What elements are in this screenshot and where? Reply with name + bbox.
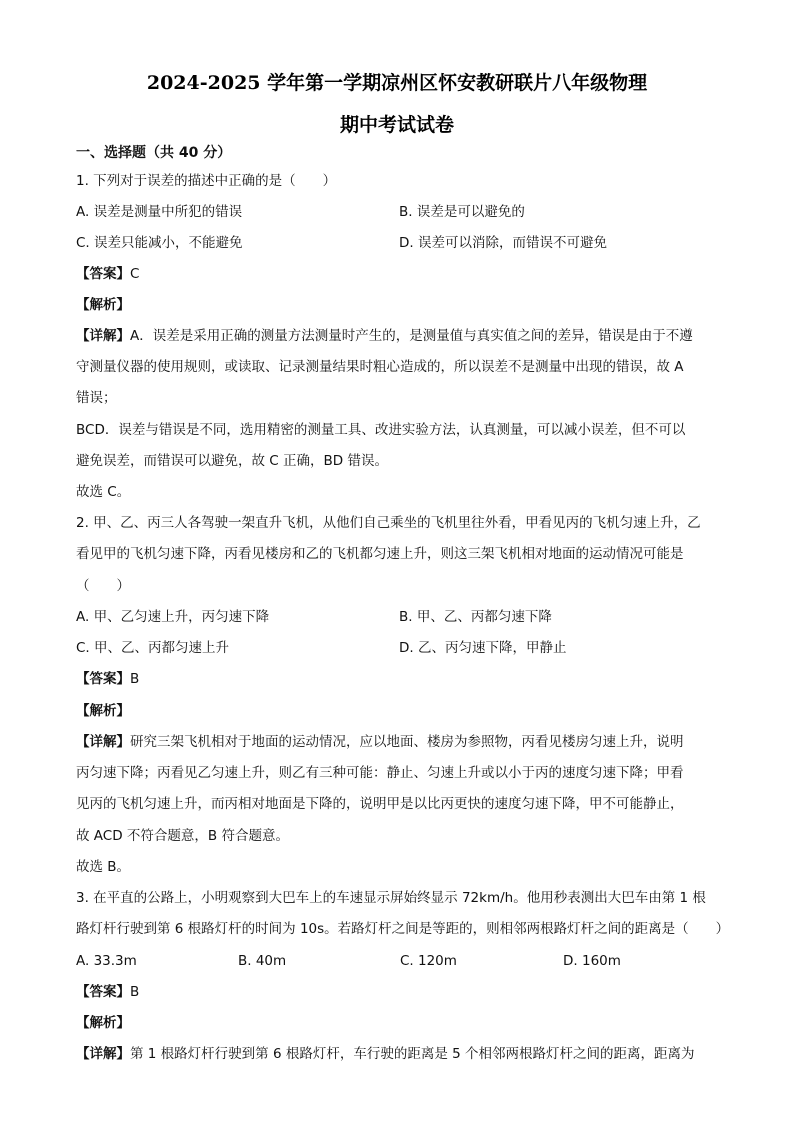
q3-stem-line2: 路灯杆行驶到第 6 根路灯杆的时间为 10s。若路灯杆之间是等距的，则相邻两根路灯杆之间的距离是（ ） [76, 921, 730, 937]
q1-detail-line4: BCD．误差与错误是不同，选用精密的测量工具、改进实验方法，认真测量，可以减小误差，但不可以 [76, 422, 686, 438]
q3-option-c: C. 120m [400, 953, 457, 969]
answer-tag: 【答案】 [76, 984, 130, 1000]
q2-detail-line2: 丙匀速下降；丙看见乙匀速上升，则乙有三种可能：静止、匀速上升或以小于丙的速度匀速下降；甲看 [76, 765, 684, 781]
section-heading: 一、选择题（共 40 分） [76, 145, 232, 161]
q3-detail-line1 [76, 1045, 695, 1063]
q1-choice: 故选 C。 [76, 484, 131, 500]
q2-option-c: C. 甲、乙、丙都匀速上升 [76, 640, 230, 656]
answer-value: B [130, 671, 140, 687]
q1-detail-line5: 避免误差，而错误可以避免，故 C 正确，BD 错误。 [76, 453, 388, 469]
q2-detail-line4: 故 ACD 不符合题意，B 符合题意。 [76, 828, 289, 844]
q2-option-b: B. 甲、乙、丙都匀速下降 [399, 609, 552, 625]
q2-detail-line1 [76, 733, 684, 751]
page-title-line2: 期中考试试卷 [339, 114, 454, 136]
q1-detail-line1 [76, 327, 693, 345]
q2-detail-line3: 见丙的飞机匀速上升，而丙相对地面是下降的，说明甲是以比丙更快的速度匀速下降，甲不可能静止， [76, 796, 684, 812]
answer-tag: 【答案】 [76, 671, 130, 687]
q2-analysis-tag: 【解析】 [76, 703, 130, 719]
q2-choice: 故选 B。 [76, 859, 131, 875]
detail-tag: 【详解】 [76, 328, 130, 344]
q3-analysis-tag: 【解析】 [76, 1015, 130, 1031]
q3-option-b: B. 40m [238, 953, 287, 969]
detail-tag: 【详解】 [76, 1046, 130, 1062]
q3-answer [76, 983, 139, 1001]
answer-tag: 【答案】 [76, 266, 130, 282]
q2-answer [76, 670, 139, 688]
q3-stem-line1: 3. 在平直的公路上，小明观察到大巴车上的车速显示屏始终显示 72km/h。他用秒表测出大巴车由第 1 根 [76, 890, 706, 906]
q1-option-a: A. 误差是测量中所犯的错误 [76, 204, 243, 220]
page-title-line1: 2024-2025 学年第一学期凉州区怀安教研联片八年级物理 [146, 72, 648, 94]
q2-stem-line1: 2. 甲、乙、丙三人各驾驶一架直升飞机，从他们自己乘坐的飞机里往外看，甲看见丙的飞机匀速上升，乙 [76, 515, 701, 531]
answer-value: C [130, 266, 140, 282]
answer-value: B [130, 984, 140, 1000]
q1-detail-line3: 错误； [76, 390, 117, 406]
q1-analysis-tag: 【解析】 [76, 297, 130, 313]
detail-text: 研究三架飞机相对于地面的运动情况，应以地面、楼房为参照物，丙看见楼房匀速上升，说明 [130, 734, 684, 750]
detail-text: 第 1 根路灯杆行驶到第 6 根路灯杆，车行驶的距离是 5 个相邻两根路灯杆之间的距离，距离为 [130, 1046, 695, 1062]
q3-option-d: D. 160m [563, 953, 621, 969]
detail-tag: 【详解】 [76, 734, 130, 750]
q1-option-d: D. 误差可以消除，而错误不可避免 [399, 235, 607, 251]
q3-option-a: A. 33.3m [76, 953, 137, 969]
q1-stem: 1. 下列对于误差的描述中正确的是（ ） [76, 173, 337, 189]
q1-detail-line2: 守测量仪器的使用规则，或读取、记录测量结果时粗心造成的，所以误差不是测量中出现的错误，故 A [76, 359, 684, 375]
detail-text: A．误差是采用正确的测量方法测量时产生的，是测量值与真实值之间的差异，错误是由于不遵 [130, 328, 693, 344]
q2-option-d: D. 乙、丙匀速下降，甲静止 [399, 640, 567, 656]
q2-option-a: A. 甲、乙匀速上升，丙匀速下降 [76, 609, 270, 625]
q2-stem-line2: 看见甲的飞机匀速下降，丙看见楼房和乙的飞机都匀速上升，则这三架飞机相对地面的运动情况可能是 [76, 546, 684, 562]
q2-stem-line3: （ ） [76, 578, 130, 594]
q1-option-b: B. 误差是可以避免的 [399, 204, 525, 220]
q1-answer [76, 265, 139, 283]
q1-option-c: C. 误差只能减小，不能避免 [76, 235, 243, 251]
